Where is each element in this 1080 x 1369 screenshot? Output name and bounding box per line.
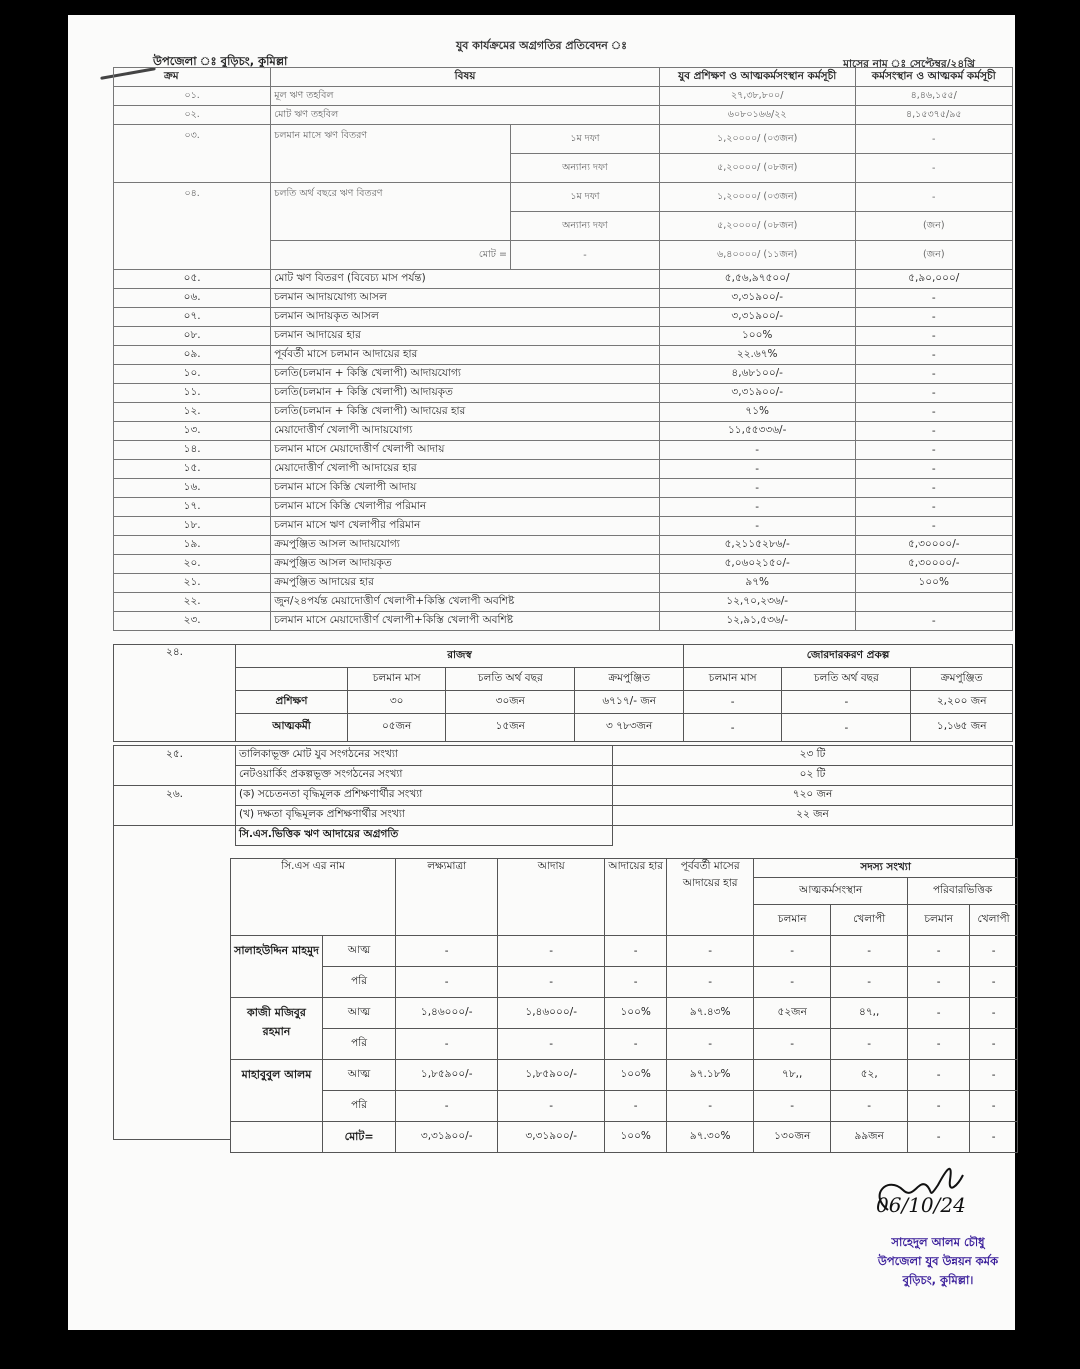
- row-value-program2: -: [855, 346, 1012, 365]
- sub-header: ক্রমপুঞ্জিত: [575, 668, 684, 691]
- cs-section-title-row: [114, 826, 1013, 846]
- cell-value: -: [754, 1091, 831, 1122]
- table-row: [114, 365, 1013, 384]
- program-type: আত্ম: [323, 998, 396, 1029]
- row-subject: চলমান মাসে কিস্তি খেলাপীর পরিমান: [271, 498, 660, 517]
- row24-table: [113, 644, 1013, 742]
- table-row: [114, 714, 1013, 742]
- column-header-name: সি.এস এর নাম: [231, 859, 396, 936]
- table-row: [114, 593, 1013, 612]
- table-row: [114, 384, 1013, 403]
- cell-value: -: [605, 967, 667, 998]
- installment-label: ১ম দফা: [510, 125, 659, 154]
- program-type: আত্ম: [323, 1060, 396, 1091]
- cell-value: -: [908, 1029, 970, 1060]
- table-header-row: [114, 68, 1013, 87]
- row-number: ০৩.: [114, 125, 271, 183]
- stamp-location: বুড়িচং, কুমিল্লা।: [902, 1273, 974, 1287]
- cell-value: ৯৭.১৮%: [667, 1060, 754, 1091]
- sub-header: চলতি অর্থ বছর: [446, 668, 575, 691]
- row-subject: তালিকাভূক্ত মোট যুব সংগঠনের সংখ্যা: [236, 746, 613, 766]
- column-header-program1: যুব প্রশিক্ষণ ও আত্মকর্মসংস্থান কর্মসূচী: [659, 68, 855, 87]
- cell-value: -: [498, 1091, 605, 1122]
- upazila-label: উপজেলা ঃ বুড়িচং, কুমিল্লা: [153, 54, 288, 68]
- column-header-target: লক্ষ্যমাত্রা: [396, 859, 498, 936]
- total-value: ১০০%: [605, 1122, 667, 1153]
- installment-label: -: [510, 241, 659, 270]
- column-header-members: সদস্য সংখ্যা: [754, 859, 1018, 878]
- row24-sub-header: [114, 668, 1013, 691]
- total-value: ৯৯জন: [831, 1122, 908, 1153]
- row-value-program2: -: [855, 365, 1012, 384]
- row-value-program2: -: [855, 517, 1012, 536]
- row-number: ২৫.: [114, 746, 236, 766]
- row-value-program1: ৭১%: [659, 403, 855, 422]
- cs-officer-row: [231, 1091, 1018, 1122]
- row-value-program2: ১০০%: [855, 574, 1012, 593]
- table-row: [114, 555, 1013, 574]
- stamp-designation: উপজেলা যুব উন্নয়ন কর্মক: [877, 1254, 999, 1268]
- cell-value: -: [754, 1029, 831, 1060]
- cell-value: -: [782, 691, 911, 714]
- row-value-program1: ৫,০৬০২১৫০/-: [659, 555, 855, 574]
- cs-officer-row: [231, 936, 1018, 967]
- sub-header: চলতি অর্থ বছর: [782, 668, 911, 691]
- row-subject: ক্রমপুঞ্জিত আসল আদায়কৃত: [271, 555, 660, 574]
- table-row: [114, 612, 1013, 631]
- row-number: ২৪.: [114, 645, 236, 742]
- row-subject: চলমান আদায়কৃত আসল: [271, 308, 660, 327]
- table-row: [114, 766, 1013, 786]
- table-row: [114, 422, 1013, 441]
- total-value: ৩,৩১৯০০/-: [396, 1122, 498, 1153]
- row-value: ২২ জন: [613, 806, 1013, 826]
- cell-value: ৩০জন: [446, 691, 575, 714]
- cell-value: ১,৮৫৯০০/-: [396, 1060, 498, 1091]
- cell-value: ৪৭,,: [831, 998, 908, 1029]
- row-value-program2: ৪,১৫৩৭৫/৯৫: [855, 106, 1012, 125]
- cs-officer-row: [231, 967, 1018, 998]
- cell-value: ৯৭.৪৩%: [667, 998, 754, 1029]
- row-value-program1: ৪,৬৮১০০/-: [659, 365, 855, 384]
- row-subject: চলমান মাসে মেয়াদোত্তীর্ণ খেলাপী আদায়: [271, 441, 660, 460]
- table-row: [114, 403, 1013, 422]
- row-value-program1: ২২.৬৭%: [659, 346, 855, 365]
- table-row: [114, 125, 1013, 154]
- row-value: ৭২০ জন: [613, 786, 1013, 806]
- row-value-program2: ৪,৪৬,১৫৫/: [855, 87, 1012, 106]
- table-row: [114, 574, 1013, 593]
- table-row: [114, 106, 1013, 125]
- table-row: [114, 346, 1013, 365]
- row-number: ২৬.: [114, 786, 236, 806]
- table-row: [114, 479, 1013, 498]
- row-number: ১৩.: [114, 422, 271, 441]
- cs-officer-row: [231, 998, 1018, 1029]
- row-number: ০৬.: [114, 289, 271, 308]
- sub-header: চলমান মাস: [348, 668, 446, 691]
- row-number: ০৭.: [114, 308, 271, 327]
- cell-value: -: [970, 1029, 1018, 1060]
- column-header-collection: আদায়: [498, 859, 605, 936]
- table-row: [114, 183, 1013, 212]
- row-number: ০৮.: [114, 327, 271, 346]
- cell-value: -: [667, 1091, 754, 1122]
- row-value-program2: -: [855, 403, 1012, 422]
- table-row: [114, 270, 1013, 289]
- row-number: [114, 766, 236, 786]
- row-subject: ক্রমপুঞ্জিত আসল আদায়যোগ্য: [271, 536, 660, 555]
- cell-value: -: [908, 1091, 970, 1122]
- row-value: ২৩ টি: [613, 746, 1013, 766]
- row24-group-header: [114, 645, 1013, 668]
- group-header-revenue: রাজস্ব: [236, 645, 684, 668]
- table-row: [114, 786, 1013, 806]
- report-title: যুব কার্যক্রমের অগ্রগতির প্রতিবেদন ঃ: [455, 39, 628, 52]
- row-value-program2: -: [855, 327, 1012, 346]
- row-value-program1: ৬০৮০১৬৬/২২: [659, 106, 855, 125]
- column-header-program2: কর্মসংস্থান ও আত্মকর্ম কর্মসূচী: [855, 68, 1012, 87]
- row-value-program1: ৯৭%: [659, 574, 855, 593]
- row-subject: (খ) দক্ষতা বৃদ্ধিমূলক প্রশিক্ষণার্থীর সংখ্যা: [236, 806, 613, 826]
- row-number: ০৯.: [114, 346, 271, 365]
- row-value-program1: ৩,৩১৯০০/-: [659, 308, 855, 327]
- row-value-program2: -: [855, 154, 1012, 183]
- officer-name: কাজী মজিবুর রহমান: [231, 998, 323, 1060]
- cell-value: -: [498, 1029, 605, 1060]
- row-value-program2: -: [855, 183, 1012, 212]
- cell-value: ৬৭১৭/- জন: [575, 691, 684, 714]
- row-value-program1: ৫,৫৬,৯৭৫০০/: [659, 270, 855, 289]
- row-value-program1: ১২,৯১,৫৩৬/-: [659, 612, 855, 631]
- row-value-program1: -: [659, 517, 855, 536]
- row-number: ১৬.: [114, 479, 271, 498]
- cell-value: -: [605, 1091, 667, 1122]
- row-subject: পূর্ববর্তী মাসে চলমান আদায়ের হার: [271, 346, 660, 365]
- cs-loan-recovery-table: [230, 858, 1018, 1153]
- row-value-program1: -: [659, 498, 855, 517]
- row-subject: চলতি(চলমান + কিস্তি খেলাপী) আদায়ের হার: [271, 403, 660, 422]
- cell-value: ৫২,: [831, 1060, 908, 1091]
- column-header-prev-rate: পূর্ববর্তী মাসের আদায়ের হার: [667, 859, 754, 936]
- cell-value: ১,৪৬০০০/-: [396, 998, 498, 1029]
- cell-value: -: [908, 967, 970, 998]
- row-subject: ক্রমপুঞ্জিত আদায়ের হার: [271, 574, 660, 593]
- row-value-program1: ২৭,৩৮,৮০০/: [659, 87, 855, 106]
- row-number: ২০.: [114, 555, 271, 574]
- cell-value: ২,২০০ জন: [911, 691, 1013, 714]
- cs-header-row: [231, 859, 1018, 878]
- row-value-program2: -: [855, 441, 1012, 460]
- row-number: ১৭.: [114, 498, 271, 517]
- cell-value: ৫২জন: [754, 998, 831, 1029]
- cell-value: -: [970, 936, 1018, 967]
- row-subject: জুন/২৪পর্যন্ত মেয়াদোত্তীর্ণ খেলাপী+কিস্তি খেলাপী অবশিষ্ট: [271, 593, 660, 612]
- cell-value: -: [667, 1029, 754, 1060]
- row-number: [114, 806, 236, 826]
- cell-value: ৭৮,,: [754, 1060, 831, 1091]
- row-subject: চলমান মাসে কিস্তি খেলাপী আদায়: [271, 479, 660, 498]
- row-subject: চলতি(চলমান + কিস্তি খেলাপী) আদায়যোগ্য: [271, 365, 660, 384]
- row-value-program1: ১২,৭০,২৩৬/-: [659, 593, 855, 612]
- row-subject: চলমান আদায়যোগ্য আসল: [271, 289, 660, 308]
- cell-value: -: [908, 936, 970, 967]
- column-header-rate: আদায়ের হার: [605, 859, 667, 936]
- cell-value: -: [498, 936, 605, 967]
- cell-value: -: [831, 1091, 908, 1122]
- table-row: [114, 460, 1013, 479]
- column-header-family: পরিবারভিত্তিক: [908, 878, 1018, 905]
- row-label: প্রশিক্ষণ: [236, 691, 348, 714]
- row-value-program2: ৫,৩০০০০/-: [855, 555, 1012, 574]
- cs-officer-rows: [231, 936, 1018, 1153]
- row-subject: চলমান মাসে ঋণ বিতরণ: [271, 125, 511, 183]
- cell-value: -: [831, 936, 908, 967]
- row-label: আত্মকর্মী: [236, 714, 348, 742]
- row-value-program1: -: [659, 479, 855, 498]
- table-row: [114, 441, 1013, 460]
- cell-value: -: [684, 691, 782, 714]
- column-header-self-employment: আত্মকর্মসংস্থান: [754, 878, 908, 905]
- cell-value: -: [754, 936, 831, 967]
- signature-date: 06/10/24: [876, 1193, 966, 1217]
- row-subject: চলতি(চলমান + কিস্তি খেলাপী) আদায়কৃত: [271, 384, 660, 403]
- row-subject: মূল ঋণ তহবিল: [271, 87, 660, 106]
- main-report-table: [113, 67, 1013, 631]
- row-value-program2: ৫,৯০,০০০/: [855, 270, 1012, 289]
- column-header-serial: ক্রম: [114, 68, 271, 87]
- row-number: ০১.: [114, 87, 271, 106]
- table-row: [114, 536, 1013, 555]
- table-row: [114, 517, 1013, 536]
- group-header-strengthening: জোরদারকরণ প্রকল্প: [684, 645, 1013, 668]
- row-subject: মোট ঋণ তহবিল: [271, 106, 660, 125]
- row-value-program1: ৬,৪০০০০/ (১১জন): [659, 241, 855, 270]
- row-value-program1: -: [659, 441, 855, 460]
- row-value: ০২ টি: [613, 766, 1013, 786]
- row-value-program1: ৩,৩১৯০০/-: [659, 289, 855, 308]
- cell-value: ৩০: [348, 691, 446, 714]
- cell-value: -: [605, 936, 667, 967]
- cell-value: ১০০%: [605, 1060, 667, 1091]
- cell-value: ১০০%: [605, 998, 667, 1029]
- rows-05-23: [114, 270, 1013, 631]
- cell-value: -: [396, 936, 498, 967]
- cell-value: -: [754, 967, 831, 998]
- document-page: [68, 15, 1015, 1330]
- total-value: -: [908, 1122, 970, 1153]
- total-value: ১৩০জন: [754, 1122, 831, 1153]
- row-subject: মেয়াদোত্তীর্ণ খেলাপী আদায়যোগ্য: [271, 422, 660, 441]
- column-header-current: চলমান: [908, 905, 970, 936]
- column-header-defaulter: খেলাপী: [970, 905, 1018, 936]
- row-subject: নেটওয়ার্কিং প্রকল্পভূক্ত সংগঠনের সংখ্যা: [236, 766, 613, 786]
- row-number: ১৯.: [114, 536, 271, 555]
- row-value-program2: -: [855, 308, 1012, 327]
- row-value-program1: ৫,২০০০০/ (০৮জন): [659, 154, 855, 183]
- row-number: ১৫.: [114, 460, 271, 479]
- cell-value: -: [605, 1029, 667, 1060]
- row-value-program1: ১,২০০০০/ (০৩জন): [659, 183, 855, 212]
- column-header-subject: বিষয়: [271, 68, 660, 87]
- installment-label: অন্যান্য দফা: [510, 154, 659, 183]
- row-number: ১৮.: [114, 517, 271, 536]
- row-number: ১৪.: [114, 441, 271, 460]
- row-value-program1: ১০০%: [659, 327, 855, 346]
- row-value-program2: -: [855, 460, 1012, 479]
- cell-value: -: [970, 1091, 1018, 1122]
- cell-value: ৩ ৭৮৩জন: [575, 714, 684, 742]
- column-header-current: চলমান: [754, 905, 831, 936]
- row-subject: (ক) সচেতনতা বৃদ্ধিমূলক প্রশিক্ষণার্থীর সংখ্যা: [236, 786, 613, 806]
- table-row: [114, 498, 1013, 517]
- table-row: [114, 806, 1013, 826]
- row-value-program2: -: [855, 384, 1012, 403]
- cs-officer-row: [231, 1060, 1018, 1091]
- program-type: পরি: [323, 1091, 396, 1122]
- cell-value: -: [970, 967, 1018, 998]
- officer-stamp: [858, 1233, 1018, 1290]
- cell-value: -: [831, 1029, 908, 1060]
- total-value: -: [970, 1122, 1018, 1153]
- row-value-program1: -: [659, 460, 855, 479]
- row-value-program2: -: [855, 498, 1012, 517]
- cell-value: ১৫জন: [446, 714, 575, 742]
- row-subject: চলমান মাসে মেয়াদোত্তীর্ণ খেলাপী+কিস্তি খেলাপী অবশিষ্ট: [271, 612, 660, 631]
- rows-25-26-table: [113, 745, 1013, 846]
- row-number: ১০.: [114, 365, 271, 384]
- cell-value: -: [970, 1060, 1018, 1091]
- left-blank-column: [113, 839, 231, 1140]
- table-row: [114, 289, 1013, 308]
- cell-value: -: [667, 967, 754, 998]
- program-type: আত্ম: [323, 936, 396, 967]
- sub-header: ক্রমপুঞ্জিত: [911, 668, 1013, 691]
- cell-value: -: [667, 936, 754, 967]
- table-row: [114, 746, 1013, 766]
- row-value-program2: -: [855, 289, 1012, 308]
- row-number: ০৪.: [114, 183, 271, 270]
- row-value-program2: -: [855, 422, 1012, 441]
- blank-cell: [613, 826, 1013, 846]
- table-row: [114, 87, 1013, 106]
- table-row: [114, 691, 1013, 714]
- cell-value: -: [498, 967, 605, 998]
- table-row: [114, 327, 1013, 346]
- cell-value: -: [908, 998, 970, 1029]
- row-value-program2: -: [855, 125, 1012, 154]
- cell-value: ১,১৬৫ জন: [911, 714, 1013, 742]
- cell-value: ১,৮৫৯০০/-: [498, 1060, 605, 1091]
- total-label: মোট =: [271, 241, 511, 270]
- cell-value: -: [908, 1060, 970, 1091]
- cell-value: -: [396, 967, 498, 998]
- row-number: ১২.: [114, 403, 271, 422]
- row-subject: চলতি অর্থ বছরে ঋণ বিতরণ: [271, 183, 511, 241]
- row-value-program2: (জন): [855, 241, 1012, 270]
- sub-header: চলমান মাস: [684, 668, 782, 691]
- blank-cell: [231, 1122, 323, 1153]
- row-value-program1: ৫,২১১৫২৮৬/-: [659, 536, 855, 555]
- row-subject: মেয়াদোত্তীর্ণ খেলাপী আদায়ের হার: [271, 460, 660, 479]
- cell-value: -: [396, 1029, 498, 1060]
- row-subject: চলমান আদায়ের হার: [271, 327, 660, 346]
- row-value-program2: -: [855, 479, 1012, 498]
- column-header-defaulter: খেলাপী: [831, 905, 908, 936]
- row-value-program2: (জন): [855, 212, 1012, 241]
- row-number: ২২.: [114, 593, 271, 612]
- row-subject: চলমান মাসে ঋণ খেলাপীর পরিমান: [271, 517, 660, 536]
- cs-officer-row: [231, 1029, 1018, 1060]
- row-value-program1: ১,২০০০০/ (০৩জন): [659, 125, 855, 154]
- month-label: মাসের নাম ঃ সেপ্টেম্বর/২৪খ্রি: [843, 58, 975, 70]
- cell-value: -: [831, 967, 908, 998]
- cell-value: -: [970, 998, 1018, 1029]
- cs-section-title: সি.এস.ভিত্তিক ঋণ আদায়ের অগ্রগতি: [236, 826, 613, 846]
- program-type: পরি: [323, 967, 396, 998]
- row-number: ০২.: [114, 106, 271, 125]
- total-value: ৯৭.৩০%: [667, 1122, 754, 1153]
- installment-label: ১ম দফা: [510, 183, 659, 212]
- row-number: ২৩.: [114, 612, 271, 631]
- blank-cell: [236, 668, 348, 691]
- row-value-program1: ১১,৫৫৩৩৬/-: [659, 422, 855, 441]
- cell-value: ০৫জন: [348, 714, 446, 742]
- stamp-name: সাহেদুল আলম চৌধু: [891, 1235, 985, 1249]
- installment-label: অন্যান্য দফা: [510, 212, 659, 241]
- row-value-program1: ৩,৩১৯০০/-: [659, 384, 855, 403]
- total-value: ৩,৩১৯০০/-: [498, 1122, 605, 1153]
- row-value-program1: ৫,২০০০০/ (০৮জন): [659, 212, 855, 241]
- row-number: ১১.: [114, 384, 271, 403]
- program-type: পরি: [323, 1029, 396, 1060]
- total-label: মোট=: [323, 1122, 396, 1153]
- officer-name: মাহাবুবুল আলম: [231, 1060, 323, 1122]
- table-row: [114, 308, 1013, 327]
- cell-value: ১,৪৬০০০/-: [498, 998, 605, 1029]
- cell-value: -: [396, 1091, 498, 1122]
- row-value-program2: -: [855, 612, 1012, 631]
- cs-total-row: [231, 1122, 1018, 1153]
- cell-value: -: [684, 714, 782, 742]
- row-value-program2: [855, 593, 1012, 612]
- row-number: ০৫.: [114, 270, 271, 289]
- row-number: ২১.: [114, 574, 271, 593]
- cell-value: -: [782, 714, 911, 742]
- officer-name: সালাহউদ্দিন মাহমুদ: [231, 936, 323, 998]
- row-value-program2: ৫,৩০০০০/-: [855, 536, 1012, 555]
- row-subject: মোট ঋণ বিতরণ (বিবেচ্য মাস পর্যন্ত): [271, 270, 660, 289]
